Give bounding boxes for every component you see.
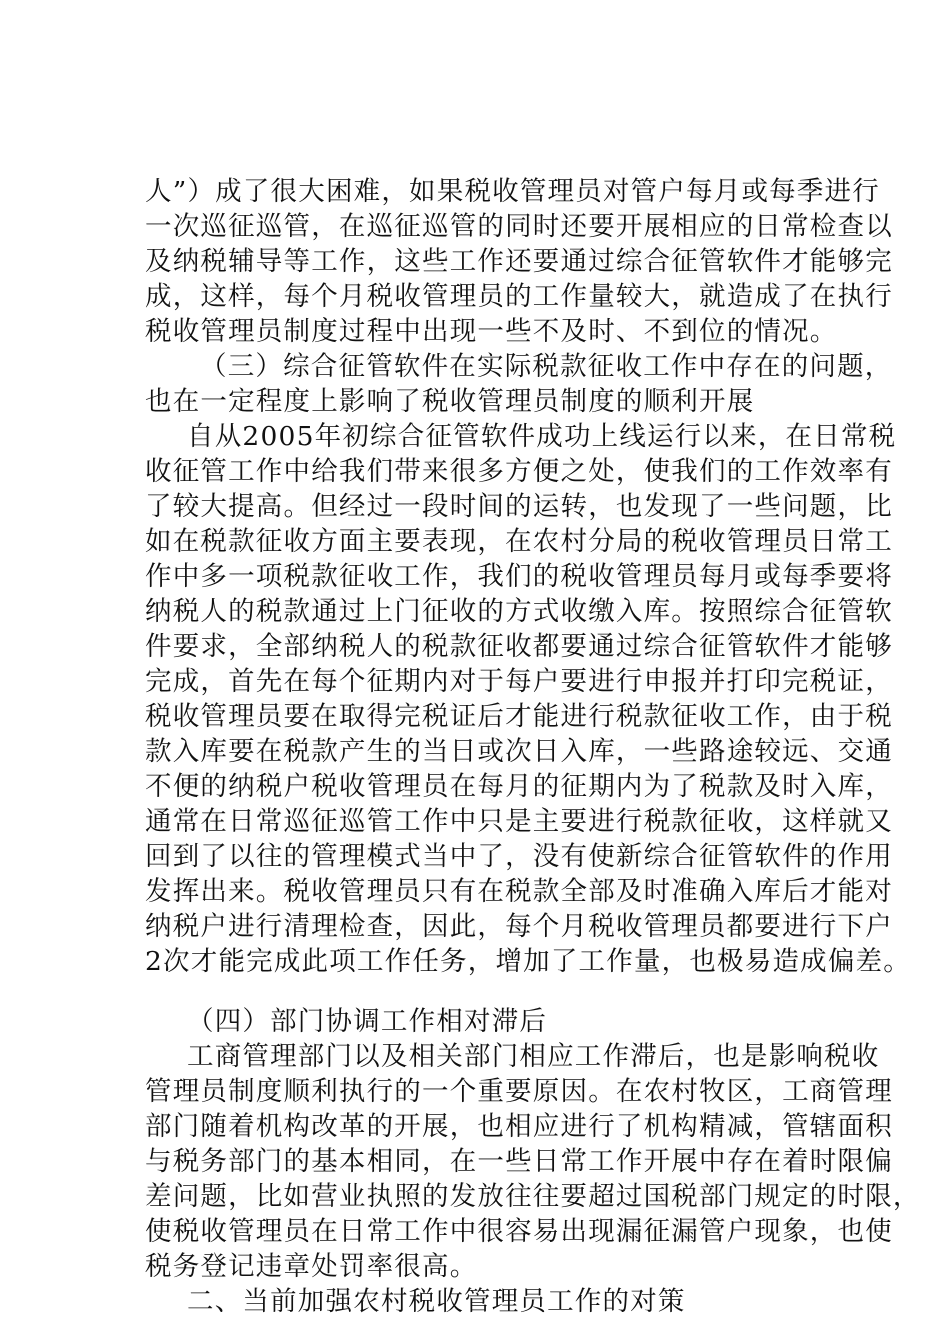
body-text-line: 人”）成了很大困难，如果税收管理员对管户每月或每季进行 bbox=[145, 176, 880, 207]
body-text-line: 不便的纳税户税收管理员在每月的征期内为了税款及时入库， bbox=[145, 771, 893, 802]
section-heading-3-continued: 也在一定程度上影响了税收管理员制度的顺利开展 bbox=[145, 386, 755, 417]
body-text-line: 收征管工作中给我们带来很多方便之处，使我们的工作效率有 bbox=[145, 456, 893, 487]
body-text-line: 税收管理员制度过程中出现一些不及时、不到位的情况。 bbox=[145, 316, 838, 347]
body-text-line: 使税收管理员在日常工作中很容易出现漏征漏管户现象，也使 bbox=[145, 1216, 893, 1247]
body-text-line: 差问题，比如营业执照的发放往往要超过国税部门规定的时限， bbox=[145, 1181, 921, 1212]
section-heading-3: （三）综合征管软件在实际税款征收工作中存在的问题， bbox=[200, 351, 893, 382]
body-text-line: 2次才能完成此项工作任务，增加了工作量，也极易造成偏差。 bbox=[145, 946, 911, 977]
body-text-line: 通常在日常巡征巡管工作中只是主要进行税款征收，这样就又 bbox=[145, 806, 893, 837]
body-text-line: 完成，首先在每个征期内对于每户要进行申报并打印完税证， bbox=[145, 666, 893, 697]
body-text-line: 作中多一项税款征收工作，我们的税收管理员每月或每季要将 bbox=[145, 561, 893, 592]
body-text-line: 纳税人的税款通过上门征收的方式收缴入库。按照综合征管软 bbox=[145, 596, 893, 627]
paragraph-first-line: 自从2005年初综合征管软件成功上线运行以来，在日常税 bbox=[187, 421, 897, 452]
body-text-line: 税务登记违章处罚率很高。 bbox=[145, 1251, 478, 1282]
body-text-line: 与税务部门的基本相同，在一些日常工作开展中存在着时限偏 bbox=[145, 1146, 893, 1177]
body-text-line: 成，这样，每个月税收管理员的工作量较大，就造成了在执行 bbox=[145, 281, 893, 312]
body-text-line: 税收管理员要在取得完税证后才能进行税款征收工作，由于税 bbox=[145, 701, 893, 732]
body-text-line: 纳税户进行清理检查，因此，每个月税收管理员都要进行下户 bbox=[145, 911, 893, 942]
body-text-line: 件要求，全部纳税人的税款征收都要通过综合征管软件才能够 bbox=[145, 631, 893, 662]
section-heading-2: 二、当前加强农村税收管理员工作的对策 bbox=[187, 1286, 686, 1317]
body-text-line: 部门随着机构改革的开展，也相应进行了机构精减，管辖面积 bbox=[145, 1111, 893, 1142]
body-text-line: 款入库要在税款产生的当日或次日入库，一些路途较远、交通 bbox=[145, 736, 893, 767]
body-text-line: 回到了以往的管理模式当中了，没有使新综合征管软件的作用 bbox=[145, 841, 893, 872]
section-heading-4: （四）部门协调工作相对滞后 bbox=[187, 1006, 548, 1037]
body-text-line: 及纳税辅导等工作，这些工作还要通过综合征管软件才能够完 bbox=[145, 246, 893, 277]
paragraph-first-line: 工商管理部门以及相关部门相应工作滞后，也是影响税收 bbox=[187, 1041, 880, 1072]
body-text-line: 一次巡征巡管，在巡征巡管的同时还要开展相应的日常检查以 bbox=[145, 211, 893, 242]
body-text-line: 管理员制度顺利执行的一个重要原因。在农村牧区，工商管理 bbox=[145, 1076, 893, 1107]
body-text-line: 如在税款征收方面主要表现，在农村分局的税收管理员日常工 bbox=[145, 526, 893, 557]
body-text-line: 了较大提高。但经过一段时间的运转，也发现了一些问题，比 bbox=[145, 491, 893, 522]
body-text-line: 发挥出来。税收管理员只有在税款全部及时准确入库后才能对 bbox=[145, 876, 893, 907]
